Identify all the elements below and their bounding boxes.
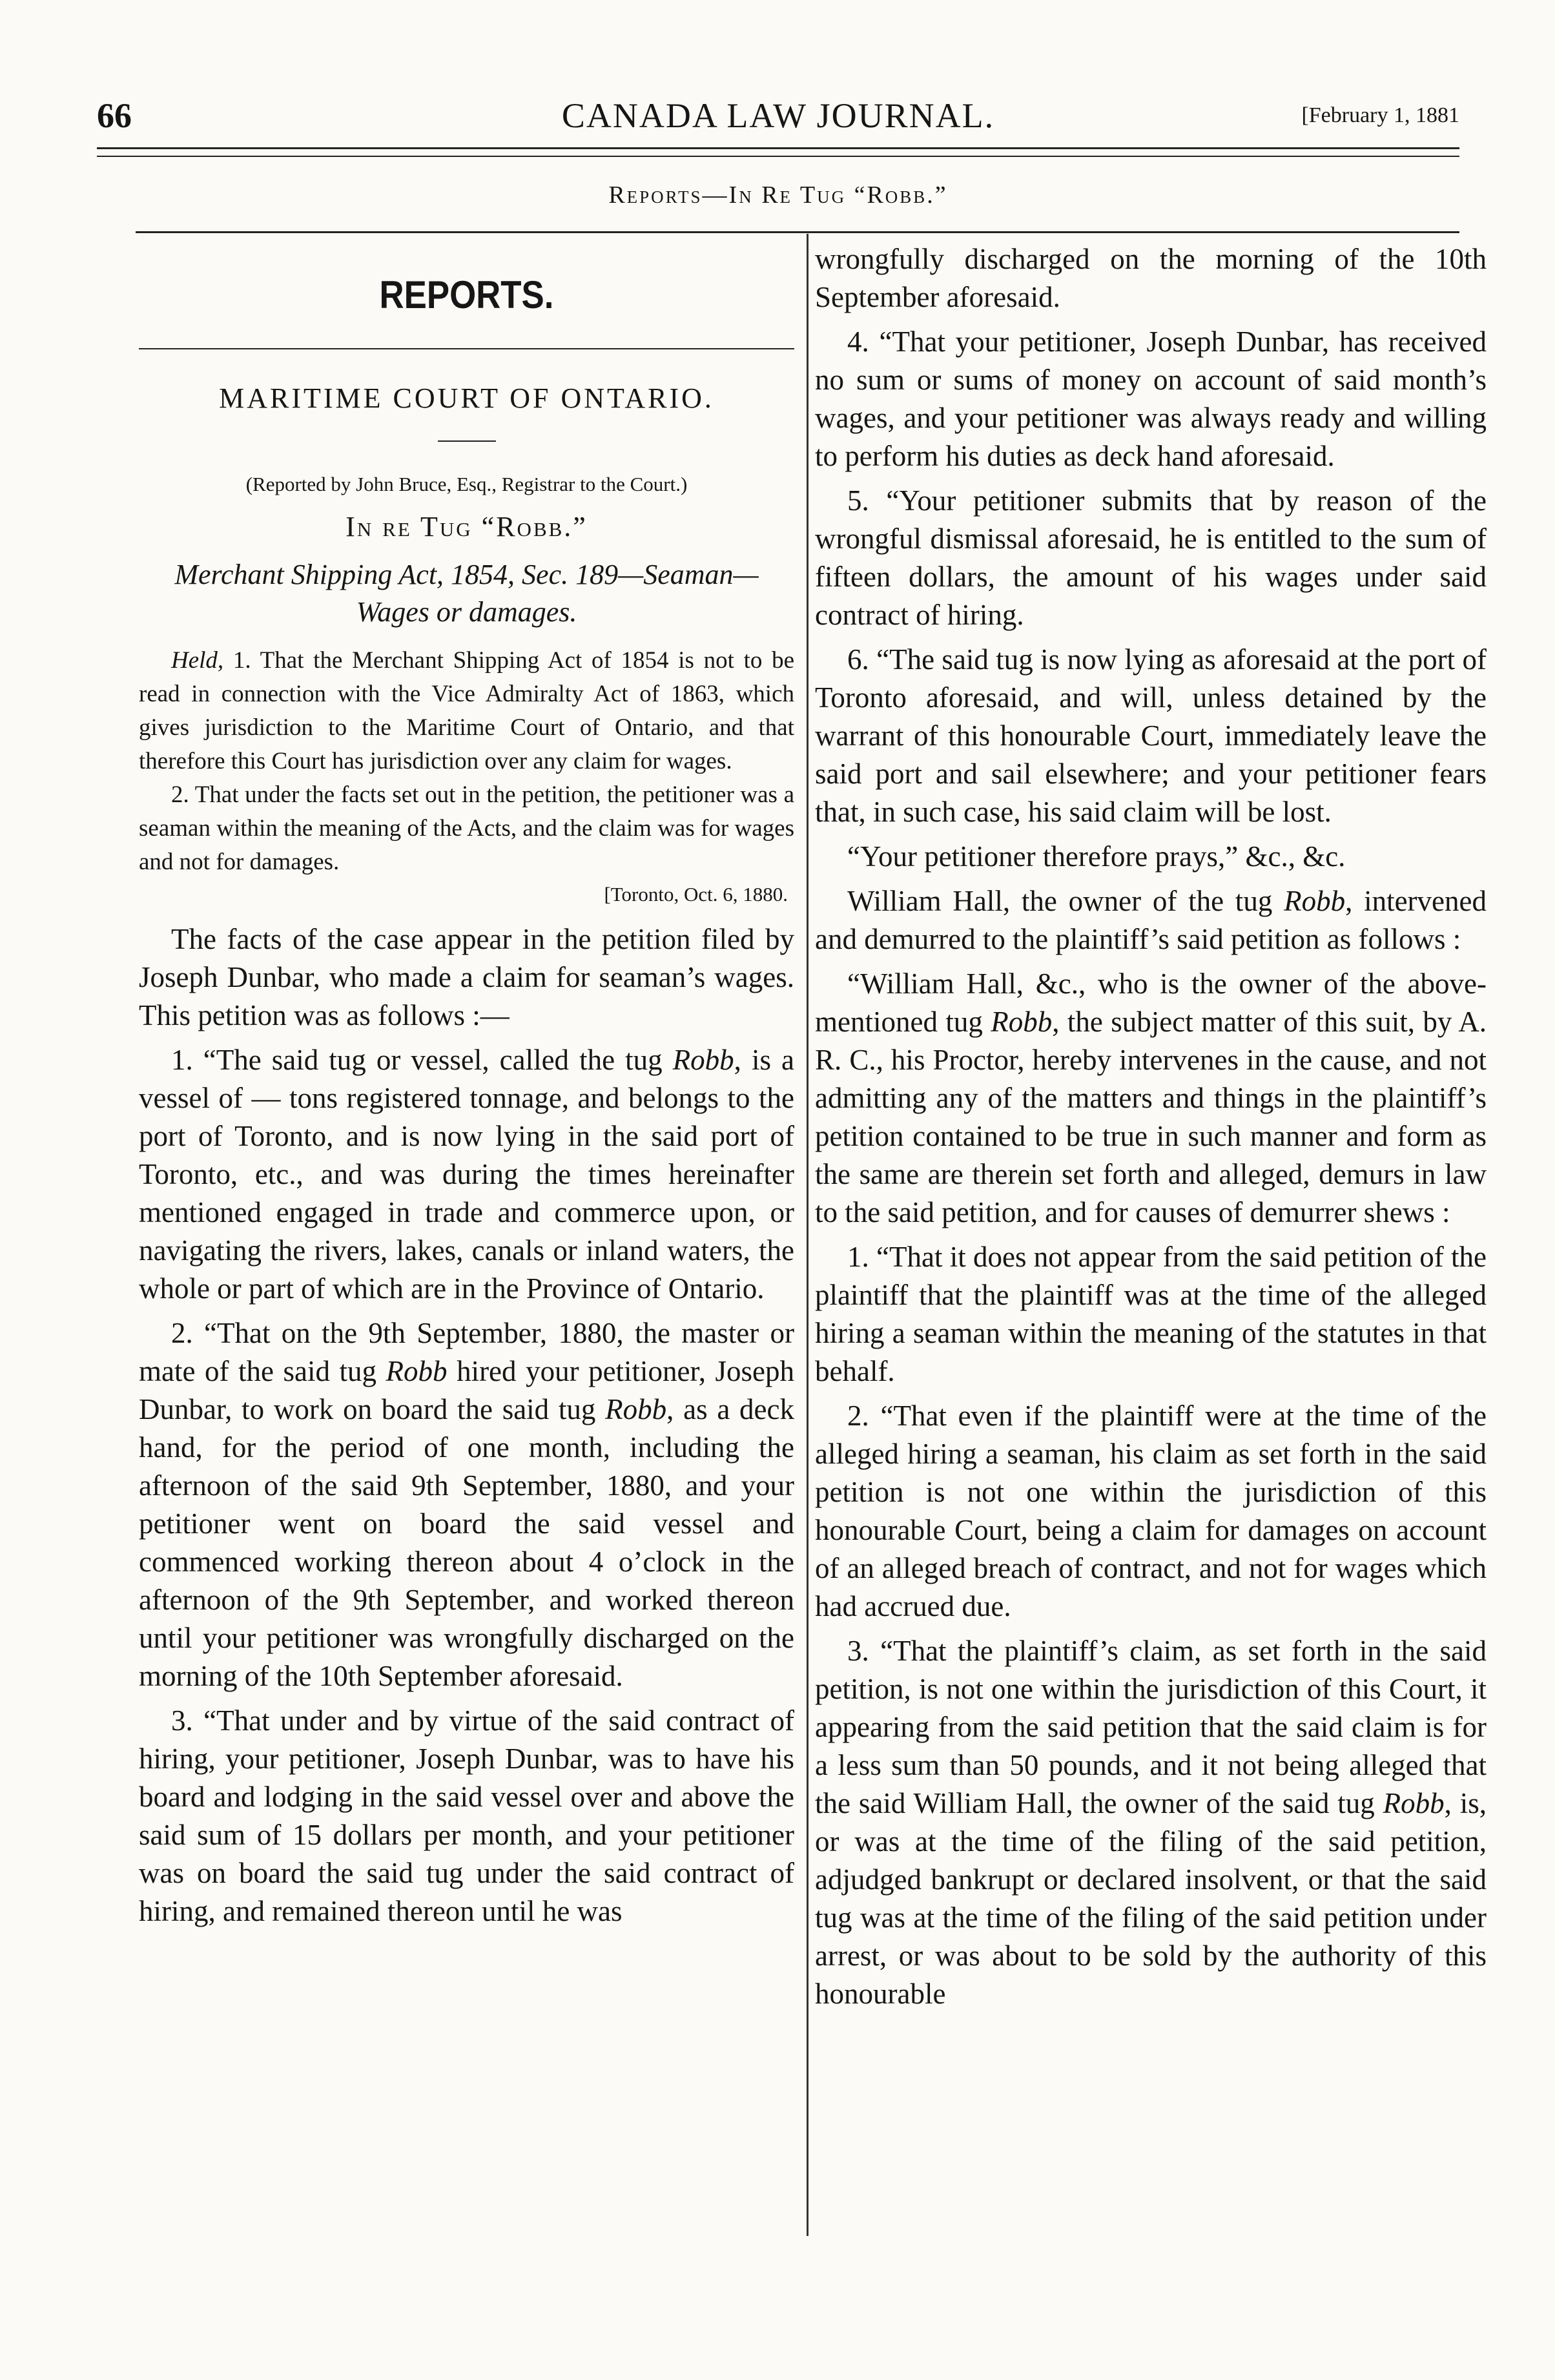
demurrer-paragraph [815, 965, 1487, 1232]
issue-date: [February 1, 1881 [1301, 103, 1459, 127]
vessel-name: Robb [672, 1044, 734, 1076]
petition-para-6: 6. “The said tug is now lying as aforesaid at the port of Toronto aforesaid, and will, unless detained by the warrant of this honourable Court, immediately leave the said port and sail elsewhere; and your petitioner fears that, in such case, his said claim will be lost. [815, 643, 1487, 828]
demurrer-cause-1: 1. “That it does not appear from the said petition of the plaintiff that the plaintiff was at the time of the alleged hiring a seaman within the meaning of the statutes in that behalf. [815, 1241, 1487, 1387]
held-point-2: 2. That under the facts set out in the petition, the petitioner was a seaman within the meaning of the Acts, and the claim was for wages and not for damages. [139, 781, 794, 875]
petition-para-3: 3. “That under and by virtue of the said contract of hiring, your petitioner, Joseph Dunbar, was to have his board and lodging in the said vessel over and above the said sum of 15 dollars per month, and your petitioner was on board the said tug under the said contract of hiring, and remained thereon until he was [139, 1704, 794, 1927]
dateline: [Toronto, Oct. 6, 1880. [604, 883, 788, 905]
column-divider [807, 234, 808, 2236]
prayer-paragraph: “Your petitioner therefore prays,” &c., &c. [847, 840, 1346, 873]
held-1-text: 1. That the Merchant Shipping Act of 1854 is not to be read in connection with the Vice Admiralty Act of 1863, which gives jurisdiction to the Maritime Court of Ontario, and that therefore this Court has jurisdiction over any claim for wages. [139, 647, 794, 774]
headnote-title: Merchant Shipping Act, 1854, Sec. 189—Seaman—Wages or damages. [174, 559, 759, 628]
reports-title: REPORTS. [379, 273, 554, 316]
text-run: , is a vessel of — tons registered tonnage, and belongs to the port of Toronto, and is now lying in the said port of Toronto, etc., and was during the times hereinafter mentioned engaged in trade and commerce upon, or navigating the rivers, lakes, canals or inland waters, the whole or part of which are in the Province of Ontario. [139, 1044, 794, 1305]
court-name: MARITIME COURT OF ONTARIO. [219, 382, 714, 414]
section-rule [136, 231, 1459, 233]
text-run: , as a deck hand, for the period of one month, including the afternoon of the said 9th September, 1880, and your petitioner went on board the said vessel and commenced working thereon about 4 o’clock in the afternoon of the 9th September, and worked thereon until your petitioner was wrongfully discharged on the morning of the 10th September aforesaid. [139, 1393, 794, 1692]
reporter-line: (Reported by John Bruce, Esq., Registrar to the Court.) [245, 473, 688, 495]
petition-para-2 [139, 1314, 794, 1695]
held-point-1 [139, 644, 794, 778]
case-name: In re Tug “Robb.” [345, 511, 588, 543]
demurrer-cause-3 [815, 1632, 1487, 2013]
page-number: 66 [97, 96, 132, 135]
vessel-name: Robb [386, 1355, 448, 1387]
text-run: “William Hall, &c., who is the owner of the above-mentioned tug [815, 968, 1487, 1038]
text-run: 3. “That the plaintiff’s claim, as set forth in the said petition, is not one within the jurisdiction of this Court, it appearing from the said petition that the said claim is for a less sum than 50 pounds, and it not being alleged that the said William Hall, the owner of the said tug [815, 1635, 1487, 1819]
demurrer-cause-2: 2. “That even if the plaintiff were at the time of the alleged hiring a seaman, his claim as set forth in the said petition is not one within the jurisdiction of this honourable Court, being a claim for damages on account of an alleged breach of contract, and not for wages which had accrued due. [815, 1400, 1487, 1622]
text-run: , is, or was at the time of the filing of the said petition, adjudged bankrupt or declared insolvent, or that the said tug was at the time of the filing of the said petition under arrest, or was about to be sold by the authority of this honourable [815, 1787, 1487, 2010]
left-column [139, 234, 794, 1937]
text-run: , the subject matter of this suit, by A. R. C., his Proctor, hereby intervenes in the cause, and not admitting any of the matters and things in the plaintiff’s petition contained to be true in such manner and form as the same are therein set forth and alleged, demurs in law to the said petition, and for causes of demurrer shews : [815, 1006, 1487, 1228]
text-run: 1. “The said tug or vessel, called the tug [171, 1044, 673, 1076]
running-head [97, 96, 1459, 141]
vessel-name: Robb [605, 1393, 667, 1425]
petition-para-4: 4. “That your petitioner, Joseph Dunbar, has received no sum or sums of money on account of said month’s wages, and your petitioner was always ready and willing to perform his duties as deck hand aforesaid. [815, 326, 1487, 472]
right-column [815, 240, 1487, 2020]
intervention-paragraph [815, 882, 1487, 958]
vessel-name: Robb [1284, 885, 1346, 917]
left-body-text [139, 920, 794, 1930]
facts-paragraph: The facts of the case appear in the petition filed by Joseph Dunbar, who made a claim for seaman’s wages. This petition was as follows :— [139, 923, 794, 1031]
continued-paragraph: wrongfully discharged on the morning of the 10th September aforesaid. [815, 243, 1487, 313]
section-header: Reports—In Re Tug “Robb.” [608, 181, 948, 209]
court-rule [438, 440, 496, 442]
petition-para-1 [139, 1041, 794, 1308]
journal-title: CANADA LAW JOURNAL. [561, 96, 995, 135]
text-run: William Hall, the owner of the tug [847, 885, 1284, 917]
text-run: , intervened and demurred to the plaintiff’s said petition as follows : [815, 885, 1487, 955]
vessel-name: Robb [1383, 1787, 1445, 1819]
title-rule [139, 348, 794, 349]
petition-para-5: 5. “Your petitioner submits that by reason of the wrongful dismissal aforesaid, he is entitled to the sum of fifteen dollars, the amount of his wages under said contract of hiring. [815, 484, 1487, 631]
right-body-text [815, 240, 1487, 2013]
header-double-rule [97, 147, 1459, 157]
text-run: 2. “That on the 9th September, 1880, the master or mate of the said tug [139, 1317, 794, 1387]
held-label: Held, [171, 647, 224, 674]
vessel-name: Robb [991, 1006, 1053, 1038]
headnote [139, 644, 794, 879]
text-run: hired your petitioner, Joseph Dunbar, to work on board the said tug [139, 1355, 794, 1425]
